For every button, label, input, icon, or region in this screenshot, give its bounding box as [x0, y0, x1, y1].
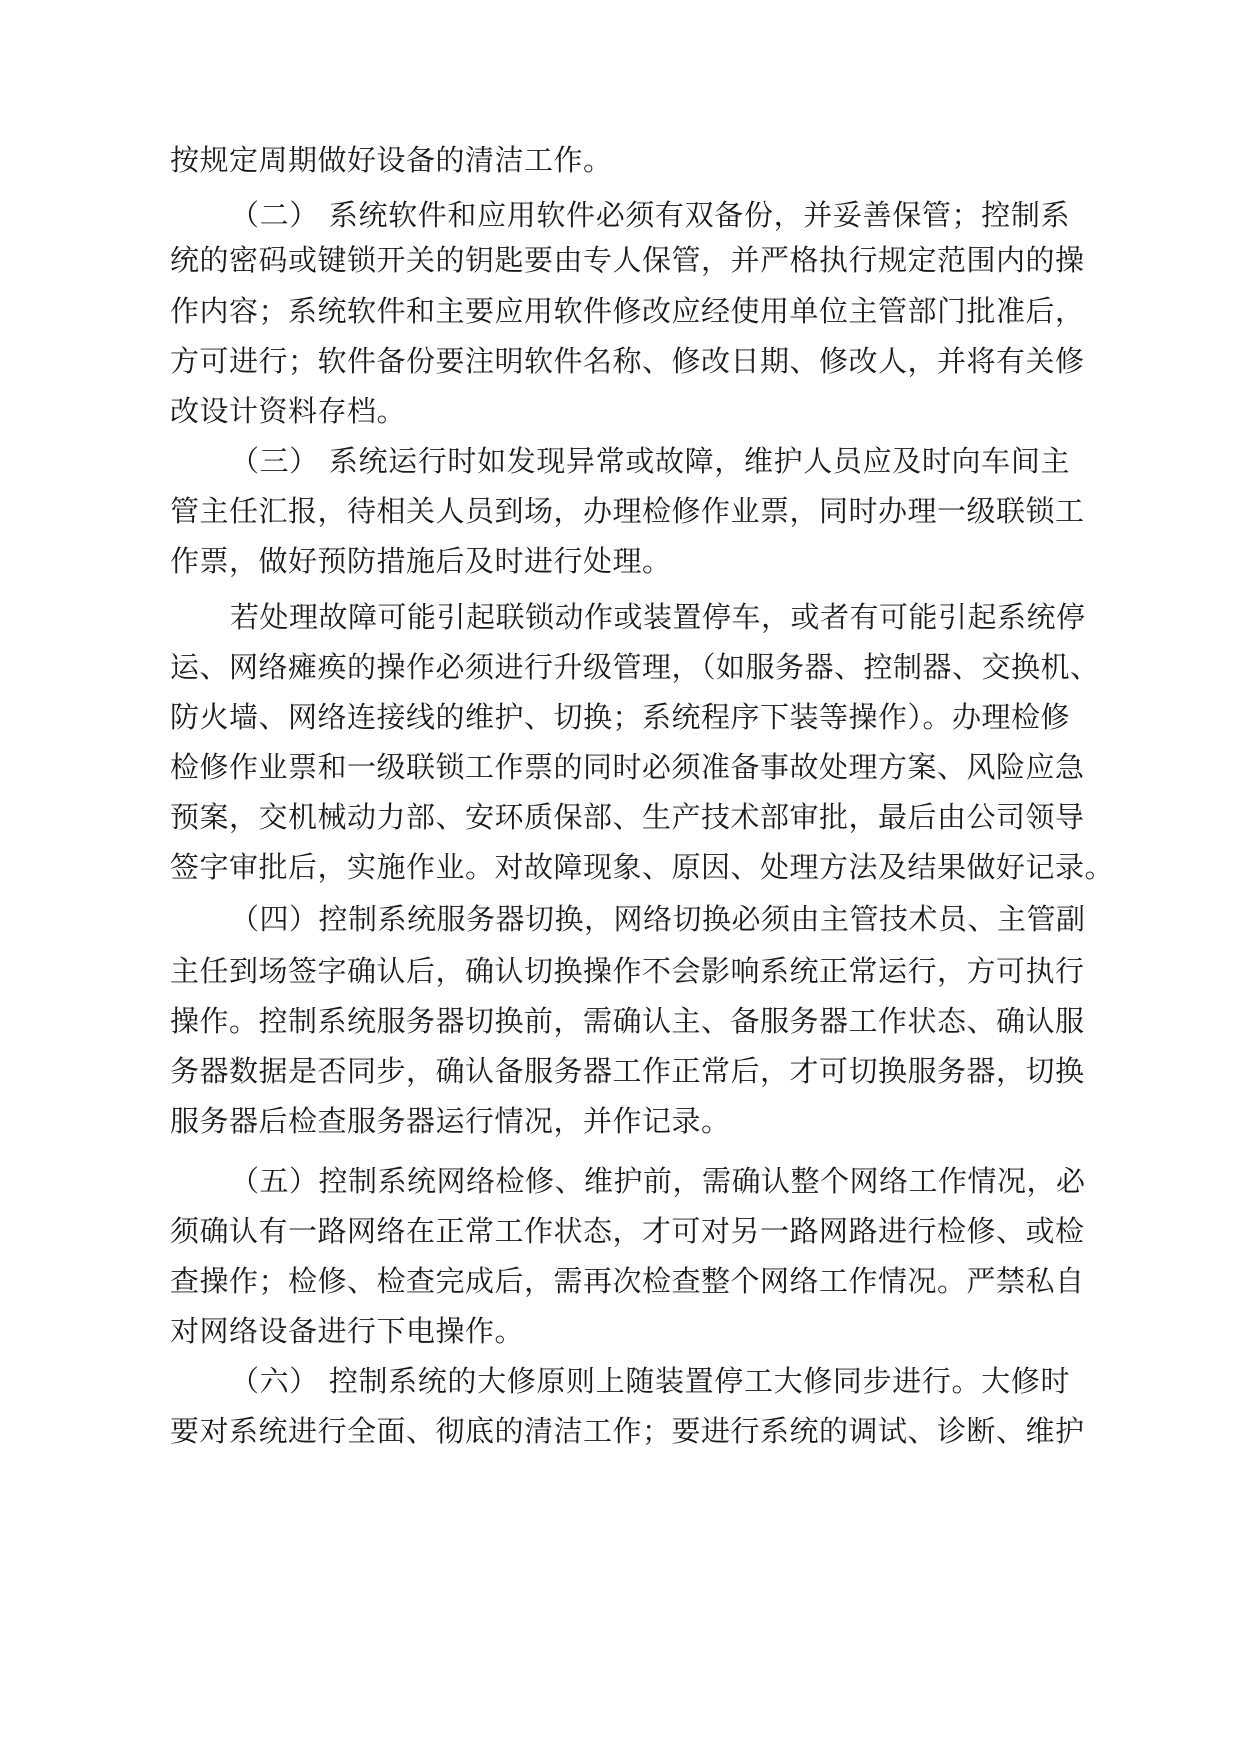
text-line: 对网络设备进行下电操作。	[170, 1314, 525, 1348]
text-line: 检修作业票和一级联锁工作票的同时必须准备事故处理方案、风险应急	[170, 750, 1085, 784]
text-line: 作内容；系统软件和主要应用软件修改应经使用单位主管部门批准后，	[170, 294, 1085, 328]
text-line: 主任到场签字确认后，确认切换操作不会影响系统正常运行，方可执行	[170, 954, 1085, 988]
text-line: 改设计资料存档。	[170, 394, 407, 428]
text-line: 服务器后检查服务器运行情况，并作记录。	[170, 1104, 731, 1138]
text-line: 查操作；检修、检查完成后，需再次检查整个网络工作情况。严禁私自	[170, 1264, 1085, 1298]
text-line: 务器数据是否同步，确认备服务器工作正常后，才可切换服务器，切换	[170, 1054, 1085, 1088]
text-line: 方可进行；软件备份要注明软件名称、修改日期、修改人，并将有关修	[170, 344, 1085, 378]
text-line: 防火墙、网络连接线的维护、切换；系统程序下装等操作）。办理检修	[170, 700, 1071, 734]
text-line: 作票，做好预防措施后及时进行处理。	[170, 544, 672, 578]
text-line: （五）控制系统网络检修、维护前，需确认整个网络工作情况，必	[230, 1164, 1086, 1198]
text-line: 运、网络瘫痪的操作必须进行升级管理，（如服务器、控制器、交换机、	[170, 650, 1100, 684]
text-line: 按规定周期做好设备的清洁工作。	[170, 143, 613, 177]
text-line: （二） 系统软件和应用软件必须有双备份，并妥善保管；控制系	[230, 198, 1070, 232]
text-line: 若处理故障可能引起联锁动作或装置停车，或者有可能引起系统停	[230, 600, 1086, 634]
text-line: 要对系统进行全面、彻底的清洁工作；要进行系统的调试、诊断、维护	[170, 1414, 1085, 1448]
text-line: 管主任汇报，待相关人员到场，办理检修作业票，同时办理一级联锁工	[170, 494, 1085, 528]
text-line: （四）控制系统服务器切换，网络切换必须由主管技术员、主管副	[230, 902, 1086, 936]
text-line: （六） 控制系统的大修原则上随装置停工大修同步进行。大修时	[230, 1364, 1070, 1398]
text-line: 须确认有一路网络在正常工作状态，才可对另一路网路进行检修、或检	[170, 1214, 1085, 1248]
text-line: 签字审批后，实施作业。对故障现象、原因、处理方法及结果做好记录。	[170, 850, 1115, 884]
text-line: （三） 系统运行时如发现异常或故障，维护人员应及时向车间主	[230, 444, 1070, 478]
text-line: 统的密码或键锁开关的钥匙要由专人保管，并严格执行规定范围内的操	[170, 243, 1085, 277]
text-line: 预案，交机械动力部、安环质保部、生产技术部审批，最后由公司领导	[170, 800, 1085, 834]
text-line: 操作。控制系统服务器切换前，需确认主、备服务器工作状态、确认服	[170, 1004, 1085, 1038]
